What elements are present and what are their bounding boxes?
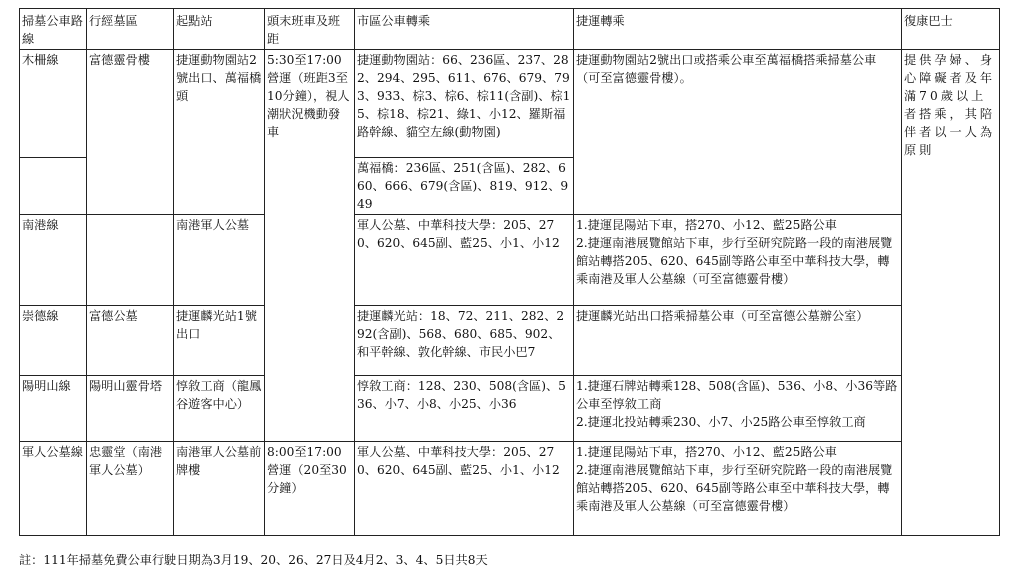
mrt-cell: 捷運麟光站出口搭乘掃墓公車（可至富德公墓辦公室） bbox=[574, 306, 902, 376]
cemetery-cell bbox=[87, 215, 174, 306]
start-cell: 捷運麟光站1號出口 bbox=[174, 306, 265, 376]
cemetery-cell: 陽明山靈骨塔 bbox=[87, 376, 174, 442]
cemetery-cell: 富德靈骨樓 bbox=[87, 50, 174, 215]
header-rehab: 復康巴士 bbox=[902, 9, 1000, 50]
route-cell: 軍人公墓線 bbox=[20, 442, 87, 536]
schedule-cell: 5:30至17:00營運（班距3至10分鐘），視人潮狀況機動發車 bbox=[265, 50, 355, 442]
bus-cell: 捷運動物園站：66、236區、237、282、294、295、611、676、679、793、933、棕3、棕6、棕11(含副)、棕15、棕18、棕21、綠1、小12、羅斯福路幹線、貓空左線(動物園) bbox=[355, 50, 574, 158]
bus-cell: 捷運麟光站：18、72、211、282、292(含副)、568、680、685、902、和平幹線、敦化幹線、市民小巴7 bbox=[355, 306, 574, 376]
table-row bbox=[20, 306, 1000, 376]
mrt-cell: 1.捷運石牌站轉乘128、508(含區)、536、小8、小36等路公車至惇敘工商 2.捷運北投站轉乘230、小7、小25路公車至惇敘工商 bbox=[574, 376, 902, 442]
table-row bbox=[20, 442, 1000, 536]
header-route: 掃墓公車路線 bbox=[20, 9, 87, 50]
rehab-cell: 提供孕婦、身心障礙者及年滿70歲以上者搭乘，其陪伴者以一人為原則 bbox=[902, 50, 1000, 536]
schedule-cell: 8:00至17:00營運（20至30分鐘） bbox=[265, 442, 355, 536]
header-schedule: 頭末班車及班距 bbox=[265, 9, 355, 50]
header-row bbox=[20, 9, 1000, 50]
header-cemetery: 行經墓區 bbox=[87, 9, 174, 50]
mrt-cell: 捷運動物園站2號出口或搭乘公車至萬福橋搭乘掃墓公車（可至富德靈骨樓）。 bbox=[574, 50, 902, 215]
start-cell: 南港軍人公墓前牌樓 bbox=[174, 442, 265, 536]
footnote: 註：111年掃墓免費公車行駛日期為3月19、20、26、27日及4月2、3、4、5日共8天 bbox=[19, 553, 488, 567]
header-start: 起點站 bbox=[174, 9, 265, 50]
header-city-bus: 市區公車轉乘 bbox=[355, 9, 574, 50]
route-cell: 陽明山線 bbox=[20, 376, 87, 442]
start-cell: 惇敘工商（龍鳳谷遊客中心） bbox=[174, 376, 265, 442]
start-cell: 南港軍人公墓 bbox=[174, 215, 265, 306]
route-cell: 木柵線 bbox=[20, 50, 87, 158]
bus-cell: 萬福橋：236區、251(含區)、282、660、666、679(含區)、819、912、949 bbox=[355, 158, 574, 215]
table-row bbox=[20, 50, 1000, 158]
mrt-cell: 1.捷運昆陽站下車，搭270、小12、藍25路公車 2.捷運南港展覽館站下車，步行至研究院路一段的南港展覽館站轉搭205、620、645副等路公車至中華科技大學，轉乘南港及軍人公墓線（可至富德靈骨樓） bbox=[574, 442, 902, 536]
route-cell: 南港線 bbox=[20, 215, 87, 306]
bus-cell: 軍人公墓、中華科技大學：205、270、620、645副、藍25、小1、小12 bbox=[355, 442, 574, 536]
route-cell bbox=[20, 158, 87, 215]
route-cell: 崇德線 bbox=[20, 306, 87, 376]
bus-cell: 惇敘工商：128、230、508(含區)、536、小7、小8、小25、小36 bbox=[355, 376, 574, 442]
cemetery-cell: 忠靈堂（南港軍人公墓） bbox=[87, 442, 174, 536]
cemetery-cell: 富德公墓 bbox=[87, 306, 174, 376]
start-cell: 捷運動物園站2號出口、萬福橋頭 bbox=[174, 50, 265, 215]
table-row bbox=[20, 215, 1000, 306]
mrt-cell: 1.捷運昆陽站下車，搭270、小12、藍25路公車 2.捷運南港展覽館站下車，步行至研究院路一段的南港展覽館站轉搭205、620、645副等路公車至中華科技大學，轉乘南港及軍人公墓線（可至富德靈骨樓） bbox=[574, 215, 902, 306]
bus-cell: 軍人公墓、中華科技大學：205、270、620、645副、藍25、小1、小12 bbox=[355, 215, 574, 306]
header-mrt: 捷運轉乘 bbox=[574, 9, 902, 50]
table-row bbox=[20, 376, 1000, 442]
bus-route-table bbox=[19, 8, 1000, 536]
